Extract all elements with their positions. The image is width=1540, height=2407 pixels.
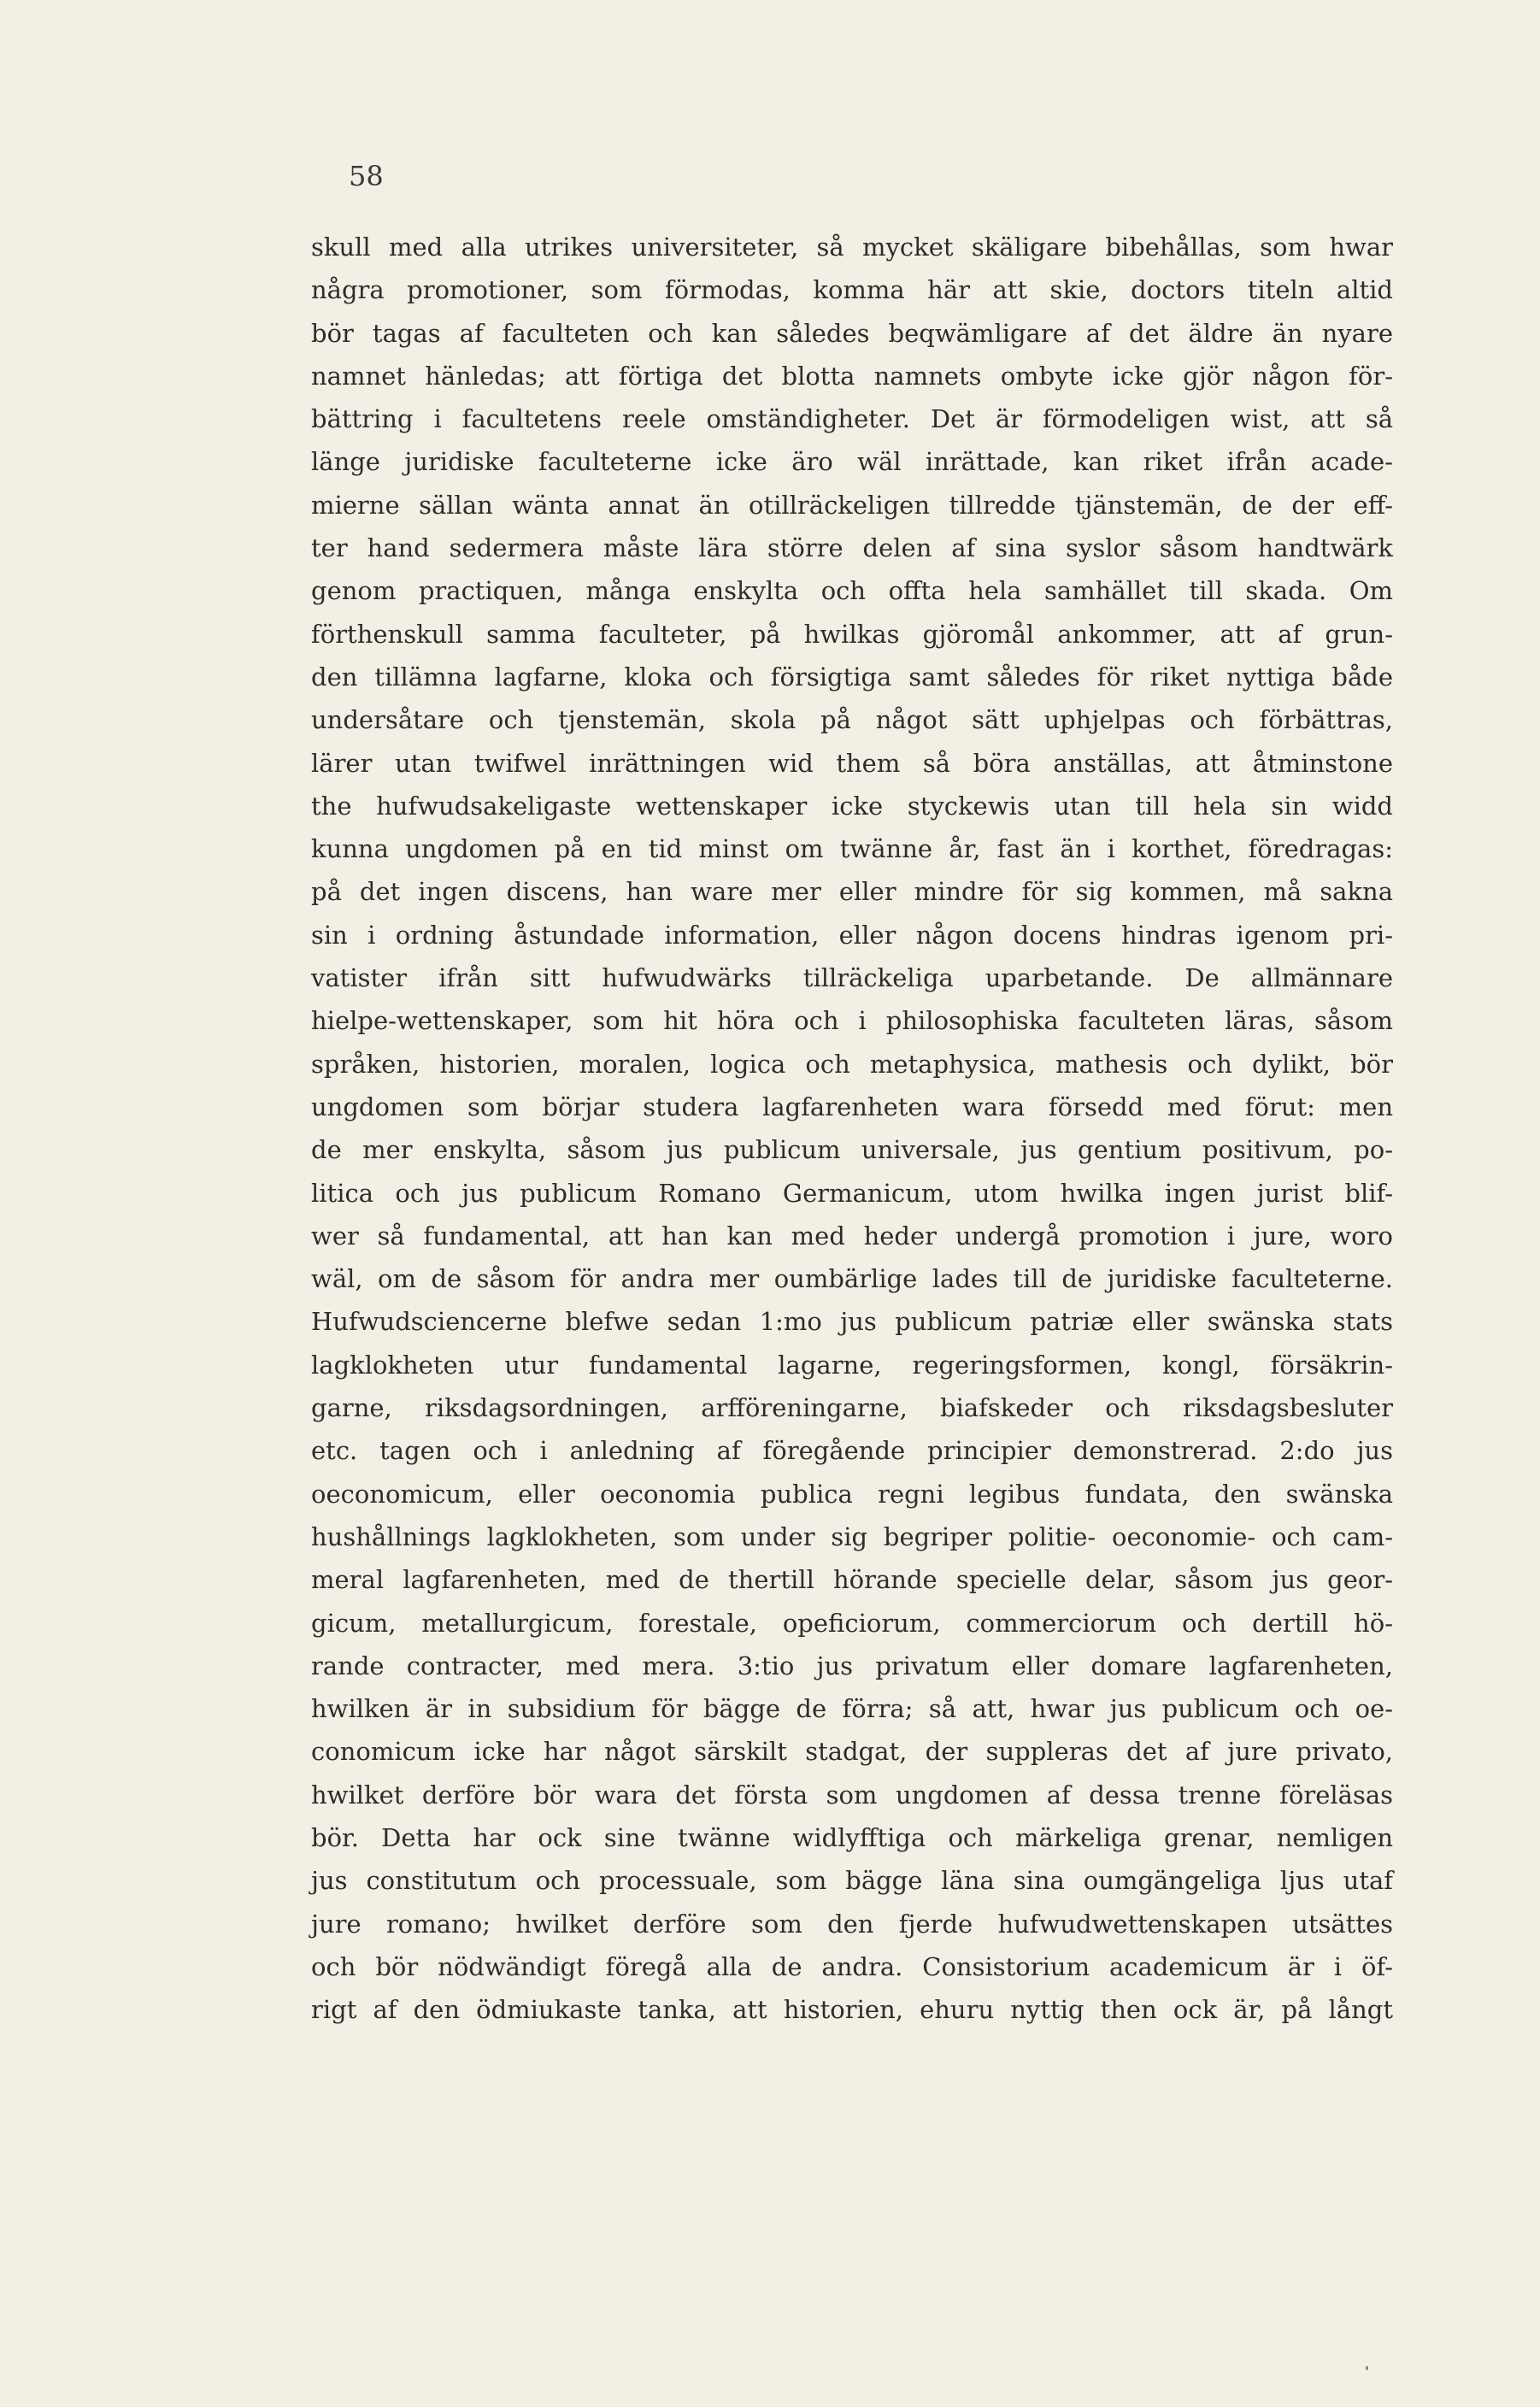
text-line: de mer enskylta, såsom jus publicum universale, jus gentium positivum, po- (311, 1135, 1393, 1165)
text-line: sin i ordning åstundade information, eller någon docens hindras igenom pri- (311, 920, 1393, 950)
text-line: ter hand sedermera måste lära större delen af sina syslor såsom handtwärk (311, 533, 1393, 563)
text-line: bör. Detta har ock sine twänne widlyfftiga och märkeliga grenar, nemligen (311, 1822, 1393, 1852)
text-line: wäl, om de såsom för andra mer oumbärlige lades till de juridiske faculteterne. (311, 1264, 1393, 1294)
text-line: gicum, metallurgicum, forestale, opeficiorum, commerciorum och dertill hö- (311, 1608, 1393, 1638)
text-line: på det ingen discens, han ware mer eller mindre för sig kommen, må sakna (311, 877, 1393, 907)
text-line: kunna ungdomen på en tid minst om twänne år, fast än i korthet, föredragas: (311, 834, 1393, 864)
text-line: garne, riksdagsordningen, arfföreningarne, biafskeder och riksdagsbesluter (311, 1393, 1393, 1423)
text-line: bättring i facultetens reele omständigheter. Det är förmodeligen wist, att så (311, 404, 1393, 434)
text-line: lärer utan twifwel inrättningen wid them så böra anställas, att åtminstone (311, 748, 1393, 778)
text-line: undersåtare och tjenstemän, skola på något sätt uphjelpas och förbättras, (311, 705, 1393, 735)
text-line: hwilket derföre bör wara det första som ungdomen af dessa trenne föreläsas (311, 1780, 1393, 1810)
page-number: 58 (349, 160, 384, 192)
body-text (311, 226, 1393, 2031)
text-line: förthenskull samma faculteter, på hwilkas gjöromål ankommer, att af grun- (311, 619, 1393, 649)
text-line: den tillämna lagfarne, kloka och försigtiga samt således för riket nyttiga både (311, 662, 1393, 691)
text-line: språken, historien, moralen, logica och metaphysica, mathesis och dylikt, bör (311, 1049, 1393, 1079)
text-line: ungdomen som börjar studera lagfarenheten wara försedd med förut: men (311, 1092, 1393, 1121)
text-line: Hufwudsciencerne blefwe sedan 1:mo jus publicum patriæ eller swänska stats (311, 1307, 1393, 1337)
text-line: hielpe-wettenskaper, som hit höra och i philosophiska faculteten läras, såsom (311, 1006, 1393, 1036)
text-line: hushållnings lagklokheten, som under sig begriper politie- oeconomie- och cam- (311, 1521, 1393, 1551)
text-line: länge juridiske faculteterne icke äro wäl inrättade, kan riket ifrån acade- (311, 447, 1393, 477)
text-line: rigt af den ödmiukaste tanka, att historien, ehuru nyttig then ock är, på långt (311, 1995, 1393, 2025)
text-line: meral lagfarenheten, med de thertill hörande specielle delar, såsom jus geor- (311, 1565, 1393, 1595)
text-line: jure romano; hwilket derföre som den fjerde hufwudwettenskapen utsättes (311, 1909, 1393, 1939)
text-line: och bör nödwändigt föregå alla de andra. Consistorium academicum är i öf- (311, 1951, 1393, 1981)
text-line: mierne sällan wänta annat än otillräckeligen tillredde tjänstemän, de der eff- (311, 490, 1393, 520)
text-line: hwilken är in subsidium för bägge de förra; så att, hwar jus publicum och oe- (311, 1694, 1393, 1724)
text-line: några promotioner, som förmodas, komma här att skie, doctors titeln altid (311, 275, 1393, 305)
text-line: rande contracter, med mera. 3:tio jus privatum eller domare lagfarenheten, (311, 1651, 1393, 1680)
text-line: wer så fundamental, att han kan med heder undergå promotion i jure, woro (311, 1221, 1393, 1251)
text-line: litica och jus publicum Romano Germanicum, utom hwilka ingen jurist blif- (311, 1178, 1393, 1208)
paper-speck (1366, 2366, 1368, 2370)
text-line: oeconomicum, eller oeconomia publica regni legibus fundata, den swänska (311, 1479, 1393, 1509)
text-line: bör tagas af faculteten och kan således beqwämligare af det äldre än nyare (311, 318, 1393, 348)
text-line: conomicum icke har något särskilt stadgat, der suppleras det af jure privato, (311, 1737, 1393, 1767)
text-line: namnet hänledas; att förtiga det blotta namnets ombyte icke gjör någon för- (311, 361, 1393, 391)
text-line: etc. tagen och i anledning af föregående principier demonstrerad. 2:do jus (311, 1436, 1393, 1466)
text-line: skull med alla utrikes universiteter, så mycket skäligare bibehållas, som hwar (311, 232, 1393, 262)
text-line: lagklokheten utur fundamental lagarne, regeringsformen, kongl, försäkrin- (311, 1350, 1393, 1380)
text-line: vatister ifrån sitt hufwudwärks tillräckeliga uparbetande. De allmännare (311, 963, 1393, 993)
text-line: jus constitutum och processuale, som bägge läna sina oumgängeliga ljus utaf (311, 1866, 1393, 1896)
text-line: the hufwudsakeligaste wettenskaper icke styckewis utan till hela sin widd (311, 791, 1393, 821)
text-line: genom practiquen, många enskylta och offta hela samhället till skada. Om (311, 576, 1393, 606)
